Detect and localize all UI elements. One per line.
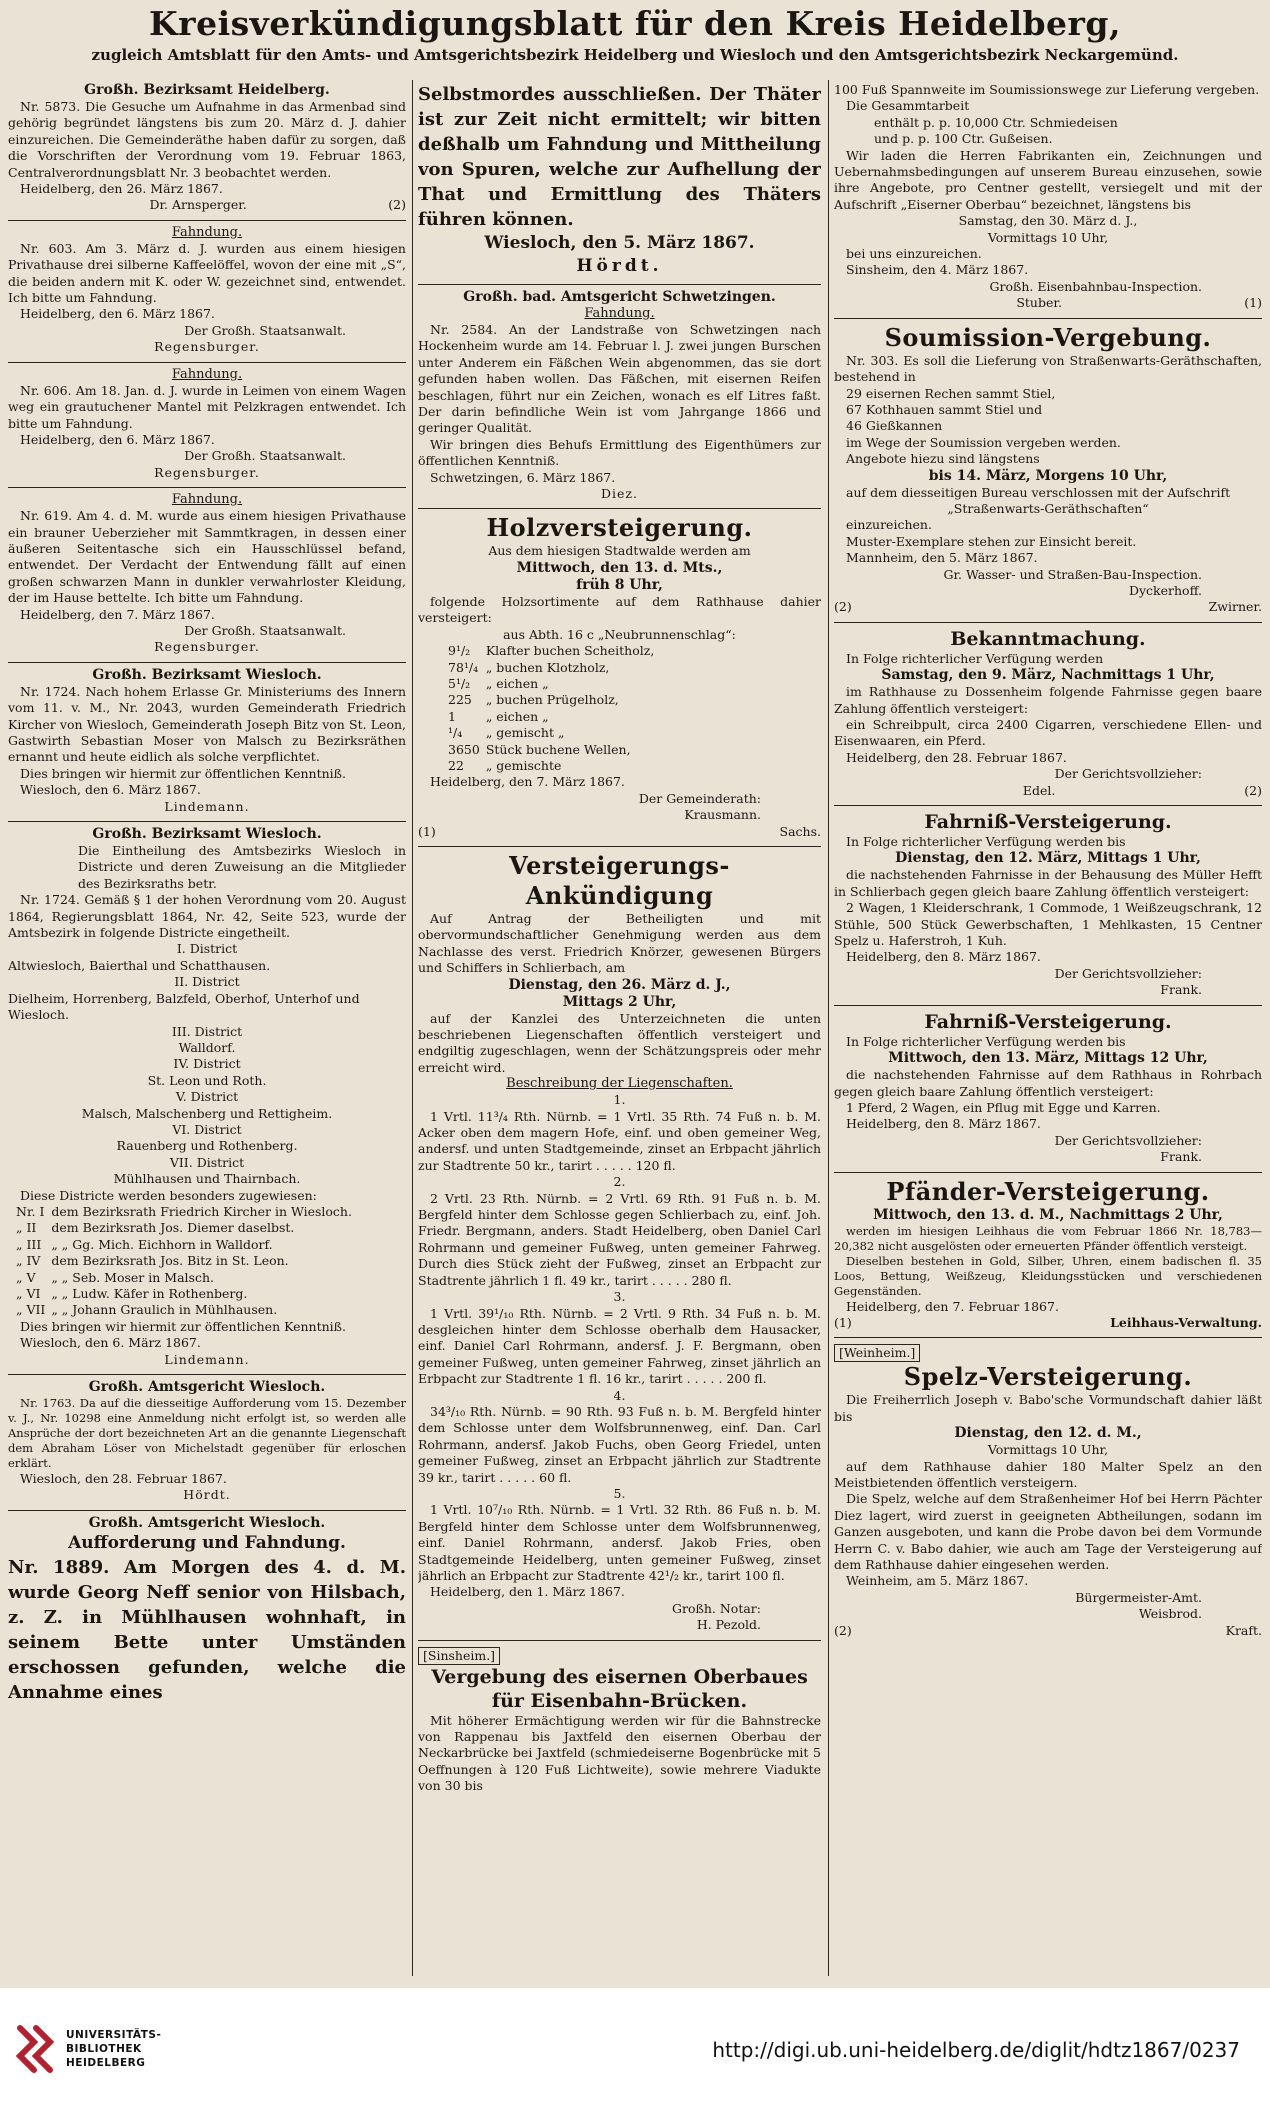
assign-nr: „ V [16,1269,36,1285]
lot-number: 5. [613,1485,626,1501]
notice-time: Vormittags 10 Uhr, [987,1442,1109,1458]
lot-number: 4. [613,1387,626,1403]
library-logo-text [66,2028,161,2070]
notice-subheading: Die Gesammtarbeit [846,98,970,114]
table-row [448,709,660,725]
notice-armenbad [8,78,406,221]
notice-signature-office: Der Gerichtsvollzieher: [1054,1132,1202,1148]
notice-body: Nr. 619. Am 4. d. M. wurde aus einem hiesigen Privathause ein brauner Ueberzieher mit Sammtkragen, in dessen einer äußeren Seitentasche sich ein Hausschlüssel befand, entwendet. Der Verdacht der Entwendung fällt auf einen großen schwarzen Mann in dunkler verwahrloster Kleidung, der im Hause bettelte. Ich bitte um Fahndung. [8,508,406,606]
library-logo-icon [14,2022,58,2078]
notice-place-date: Heidelberg, den 6. März 1867. [20,431,215,447]
assign-text: dem Bezirksrath Jos. Diemer daselbst. [51,1220,295,1236]
notice-place-date: Sinsheim, den 4. März 1867. [846,262,1029,278]
notice-body-closing: Wir bringen dies Behufs Ermittlung des Eigenthümers zur öffentlichen Kenntniß. [418,436,821,469]
lot-list [418,1092,821,1584]
district-label: VI. District [172,1121,242,1137]
table-row [448,742,660,758]
notice-number: (1) [834,1314,852,1330]
notice-oberbau-fortsetzung [834,78,1262,319]
district-label: VII. District [169,1154,245,1170]
assign-text: „ „ Ludw. Käfer in Rothenberg. [51,1286,248,1301]
notice-subheading: Fahndung. [584,306,655,321]
notice-date: bis 14. März, Morgens 10 Uhr, [928,467,1168,484]
notice-place-tag: [Weinheim.] [834,1344,920,1362]
column-divider [828,80,829,1976]
notice-place-date: Heidelberg, den 26. März 1867. [20,181,223,197]
digitization-footer [0,1988,1270,2112]
assign-nr: „ III [16,1236,42,1252]
lot-text: 1 Vrtl. 11³/₄ Rth. Nürnb. = 1 Vrtl. 35 Rth. 74 Fuß n. b. M. Acker oben dem magern Hofe, einf. und oben gemeiner Weg, andersf. und unten Stadtgemeinde, zinset an Erbpacht jährlich zur Stadtrente 50 kr., tarirt . . . . . 120 fl. [418,1108,821,1173]
holz-text: „ buchen Prügelholz, [485,692,619,708]
notice-place-date: Heidelberg, den 7. Februar 1867. [846,1298,1059,1314]
table-row [16,1270,358,1286]
notice-signature-office: Der Gerichtsvollzieher: [1054,965,1202,981]
table-row [448,676,660,692]
notice-signature-office: Bürgermeister-Amt. [1075,1589,1202,1605]
notice-fahrniss-schlierbach [834,806,1262,1006]
notice-place-date: Schwetzingen, 6. März 1867. [430,469,616,485]
assign-nr: „ VI [16,1286,41,1301]
notice-body-3: 2 Wagen, 1 Kleiderschrank, 1 Commode, 1 Weißzeugschrank, 12 Stühle, 500 Stück Gewerbschaften, 1 Mehlkasten, 15 Centner Spelz u. Haferstroh, 1 Kuh. [834,900,1262,949]
district-places: Malsch, Malschenberg und Rettigheim. [81,1105,333,1121]
notice-place-date: Heidelberg, den 1. März 1867. [430,1584,625,1600]
table-row [448,758,660,774]
notice-number: (2) [834,1622,852,1638]
notice-title: Vergebung des eisernen Oberbaues für Eisenbahn-Brücken. [431,1665,808,1712]
holz-text: „ gemischt „ [485,725,565,741]
holz-table [448,643,660,774]
notice-time: Mittags 2 Uhr, [562,993,677,1010]
notice-signature-office: Der Gemeinderath: [638,790,761,806]
notice-signature: H. Pezold. [696,1617,761,1633]
assign-text: „ „ Seb. Moser in Malsch. [51,1269,214,1285]
notice-body-2: auf der Kanzlei des Unterzeichneten die unten beschriebenen Liegenschaften öffentlich versteigert und endgiltig zugeschlagen, wenn der Schätzungspreis oder mehr erreicht wird. [418,1010,821,1075]
holz-text: „ eichen „ [485,708,549,724]
notice-heading: Großh. Amtsgericht Wiesloch. [88,1379,326,1396]
district-places: Rauenberg und Rothenberg. [116,1138,298,1154]
notice-heading: Großh. Bezirksamt Heidelberg. [84,82,330,98]
lot-text: 34³/₁₀ Rth. Nürnb. = 90 Rth. 93 Fuß n. b. M. Bergfeld hinter dem Schlosse unter dem Wolfsbrunnenweg, einf. Dan. Carl Rohrmann, andersf. Jakob Fuchs, oben Georg Friedel, unten gemeiner Fußweg, zinset an Erbpacht jährlich zur Stadtrente 39 kr., tarirt . . . . . 60 fl. [418,1403,821,1485]
notice-body: In Folge richterlicher Verfügung werden bis [846,1033,1126,1049]
logo-line: BIBLIOTHEK [66,2043,142,2055]
notice-place-date: Heidelberg, den 6. März 1867. [20,306,215,322]
district-label: II. District [174,974,240,990]
notice-body-6: Muster-Exemplare stehen zur Einsicht bereit. [846,533,1137,549]
notice-body: Nr. 606. Am 18. Jan. d. J. wurde in Leimen von einem Wagen weg ein grautuchener Mantel mit Pelzkragen entwendet. Ich bitte um Fahndung. [8,382,406,431]
notice-title: Bekanntmachung. [950,627,1146,650]
list-item: 46 Gießkannen [846,418,943,434]
notice-heading: Fahndung. [171,366,243,382]
notice-title: Soumission-Vergebung. [884,322,1212,352]
notice-signature: Dyckerhoff. [1128,582,1202,598]
column-2 [418,78,821,1978]
notice-body-2: Dieselben bestehen in Gold, Silber, Uhren, einem badischen fl. 35 Loos, Bettung, Weißzeug, Kleidungsstücken und verschiedenen Gegenständen. [834,1253,1262,1298]
notice-title: Versteigerungs-Ankündigung [509,850,730,910]
notice-place-date: Weinheim, am 5. März 1867. [846,1573,1029,1589]
notice-signature: Lindemann. [164,1351,250,1367]
district-places: Dielheim, Horrenberg, Balzfeld, Oberhof, Unterhof und Wiesloch. [8,990,360,1023]
notice-body: Nr. 1763. Da auf die diesseitige Aufforderung vom 15. Dezember v. J., Nr. 10298 eine Anmeldung nicht erfolgt ist, so werden alle Ansprüche der dort bezeichneten Art an die genannte Liegenschaft dem Abraham Löser von Michelstadt gegenüber für erloschen erklärt. [8,1396,406,1471]
assign-nr: Nr. I [16,1203,45,1219]
notice-quote: „Straßenwarts-Geräthschaften“ [947,500,1149,516]
table-row [16,1237,358,1253]
notice-body: Mit höherer Ermächtigung werden wir für die Bahnstrecke von Rappenau bis Jaxtfeld den eisernen Oberbau der Neckarbrücke bei Jaxtfeld (schmiedeiserne Bogenbrücke mit 5 Oeffnungen à 120 Fuß Lichtweite), sowie mehrere Viadukte von 30 bis [418,1712,821,1794]
district-places: Mühlhausen und Thairnbach. [113,1171,301,1187]
notice-line: enthält p. p. 10,000 Ctr. Schmiedeisen [874,114,1118,130]
notice-signature-office: Gr. Wasser- und Straßen-Bau-Inspection. [943,566,1202,582]
assign-text: dem Bezirksrath Friedrich Kircher in Wiesloch. [51,1203,352,1219]
soumission-items [834,386,1262,435]
notice-date: Mittwoch, den 13. März, Mittags 12 Uhr, [888,1050,1208,1067]
assign-nr: „ II [16,1220,37,1236]
notice-place-date: Wiesloch, den 6. März 1867. [20,782,201,798]
notice-weinfaesschen [418,285,821,509]
notice-bekanntmachung [834,623,1262,806]
holz-text: „ buchen Klotzholz, [485,659,610,675]
notice-body-5: einzureichen. [846,517,932,533]
notice-time: früh 8 Uhr, [576,576,663,593]
notice-number: (1) [418,823,436,839]
district-label: IV. District [173,1056,241,1072]
notice-signature: Regensburger. [154,339,260,355]
column-1 [8,78,406,1978]
logo-line: HEIDELBERG [66,2057,146,2069]
notice-place-date: Heidelberg, den 7. März 1867. [430,774,625,790]
notice-signature: Sachs. [779,823,821,839]
notice-place-date: Wiesloch, den 6. März 1867. [20,1335,201,1351]
lot-text: 2 Vrtl. 23 Rth. Nürnb. = 2 Vrtl. 69 Rth. 91 Fuß n. b. M. Bergfeld hinter dem Schlosse gegen Schlierbach zu, einf. Joh. Friedr. Bergmann, anders. Stadt Heidelberg, oben Daniel Carl Rohrmann und gemeiner Fußweg, unten gemeiner Fahrweg. Durch dies Stück zieht der Fußweg, zinset an Erbpacht zur Stadtrente jährlich 1 fl. 49 kr., tarirt . . . . . 280 fl. [418,1190,821,1288]
notice-title: Aufforderung und Fahndung. [68,1532,346,1553]
notice-line: und p. p. 100 Ctr. Gußeisen. [874,131,1053,147]
notice-body-4: auf dem diesseitigen Bureau verschlossen mit der Aufschrift [846,484,1231,500]
notice-signature: Kraft. [1225,1622,1262,1638]
notice-time: Vormittags 10 Uhr, [987,229,1109,245]
notice-heading: Großh. bad. Amtsgericht Schwetzingen. [463,289,776,305]
table-row [448,660,660,676]
notice-fahndung-mantel [8,363,406,488]
notice-signature: Edel. [1022,782,1056,798]
notice-heading: Großh. Bezirksamt Wiesloch. [92,826,322,843]
holz-text: Stück buchene Wellen, [485,741,631,757]
notice-date: Dienstag, den 26. März d. J., [508,976,731,993]
notice-heading: Fahndung. [171,492,243,508]
notice-body: Nr. 2584. An der Landstraße von Schwetzingen nach Hockenheim wurde am 14. Februar l. J. zwei jungen Burschen unter Anderem ein Fäßchen Wein abgenommen, das sie dort gefunden haben wollen. Das Fäßchen, mit eisernen Reifen beschlagen, führt nur ein Zeichen, wonach es elf Litres faßt. Der darin befindliche Wein ist vom Jahrgange 1866 und geringer Qualität. [418,322,821,436]
notice-body-2: Wir laden die Herren Fabrikanten ein, Zeichnungen und Uebernahmsbedingungen auf unserem Bureau einzusehen, sowie ihre Angebote, pro Centner gestellt, versiegelt und mit der Aufschrift „Eiserner Oberbau“ bezeichnet, längstens bis [834,147,1262,212]
notice-heading: Großh. Amtsgericht Wiesloch. [88,1514,326,1531]
notice-number: (2) [834,599,852,615]
lot-number: 2. [613,1174,626,1190]
notice-soumission [834,319,1262,623]
column-3 [834,78,1262,1978]
table-row [16,1253,358,1269]
holz-qty: 22 [448,757,464,773]
notice-signature: Krausmann. [684,807,761,823]
notice-date: Dienstag, den 12. d. M., [954,1425,1142,1442]
holz-qty: 78¹/₄ [448,659,479,675]
assign-text: dem Bezirksrath Jos. Bitz in St. Leon. [51,1253,289,1269]
holz-qty: 1 [448,708,456,724]
notice-versteigerungs-ankuendigung [418,847,821,1641]
notice-date: Samstag, den 30. März d. J., [958,213,1138,229]
notice-number: (2) [1244,782,1262,798]
lot-text: 1 Vrtl. 39¹/₁₀ Rth. Nürnb. = 2 Vrtl. 9 Rth. 34 Fuß n. b. M. desgleichen hinter dem Schlosse oberhalb dem Hausacker, einf. Daniel Carl Rohrmann, andersf. J. F. Bergmann, oben gemeiner Fußweg, unten gemeiner Fahrweg, zinset jährlich an Erbpacht zur Stadtrente 1 fl. 16 kr., tarirt . . . . . 200 fl. [418,1305,821,1387]
district-list [8,941,406,1187]
notice-number: (1) [1244,295,1262,311]
notice-signature: Hördt. [183,1487,231,1503]
notice-mord-fahndung [8,1511,406,1711]
notice-body-3: Die Spelz, welche auf dem Straßenheimer Hof bei Herrn Pächter Diez lagert, wird zuerst in geeigneten Abtheilungen, sodann im Ganzen ausgeboten, und kann die Probe davon bei dem Vormunde Herrn C. v. Babo dahier, wie auch am Tage der Versteigerung auf dem Rathhause dahier eingesehen werden. [834,1491,1262,1572]
lot-text: 1 Vrtl. 10⁷/₁₀ Rth. Nürnb. = 1 Vrtl. 32 Rth. 86 Fuß n. b. M. Bergfeld hinter dem Schlosse unter dem Wolfsbrunnenweg, einf. Daniel Rohrmann, andersf. Jakob Fries, oben Stadtgemeinde Heidelberg, unten gemeiner Fußweg, zinset jährlich an Erbpacht zur Stadtrente 42¹/₂ kr., tarirt 100 fl. [418,1502,821,1583]
list-item: 67 Kothhauen sammt Stiel und [846,401,1043,417]
masthead-subtitle: zugleich Amtsblatt für den Amts- und Amtsgerichtsbezirk Heidelberg und Wiesloch und den Amtsgerichtsbezirk Neckargemünd. [91,46,1179,64]
notice-body-closing: Dies bringen wir hiermit zur öffentlichen Kenntniß. [20,1318,346,1334]
notice-signature: Frank. [1160,982,1202,998]
notice-date: Mittwoch, den 13. d. M., Nachmittags 2 Uhr, [873,1206,1223,1223]
notice-fahrniss-rohrbach [834,1006,1262,1173]
assign-text: „ „ Gg. Mich. Eichhorn in Walldorf. [51,1236,273,1252]
notice-mord-fortsetzung [418,78,821,285]
notice-intro: Aus dem hiesigen Stadtwalde werden am [488,543,751,559]
notice-signature: Dr. Arnsperger. [149,197,247,213]
holz-text: „ gemischte [485,757,562,773]
notice-place-date: Wiesloch, den 5. März 1867. [484,233,755,253]
notice-signature-office: Großh. Notar: [672,1600,761,1616]
notice-signature-office: Der Großh. Staatsanwalt. [184,448,346,464]
notice-title: Fahrniß-Versteigerung. [924,1010,1172,1033]
notice-body-3: Angebote hiezu sind längstens [846,451,1040,467]
notice-body: Auf Antrag der Betheiligten und mit obervormundschaftlicher Genehmigung werden aus dem Nachlasse des verst. Friedrich Knörzer, gewesenen Bürgers und Schiffers in Schlierbach, am [418,910,821,976]
notice-body: In Folge richterlicher Verfügung werden [846,650,1104,666]
notice-signature-office: Großh. Eisenbahnbau-Inspection. [989,278,1202,294]
notice-signature: Regensburger. [154,639,260,655]
notice-body: Nr. 303. Es soll die Lieferung von Straßenwarts-Geräthschaften, bestehend in [834,352,1262,385]
notice-fahndung-loeffel [8,221,406,363]
notice-body-closing: Dies bringen wir hiermit zur öffentlichen Kenntniß. [20,765,346,781]
notice-place-date: Heidelberg, den 7. März 1867. [20,606,215,622]
notice-title: Fahrniß-Versteigerung. [924,811,1172,834]
notice-signature-office: Der Großh. Staatsanwalt. [184,622,346,638]
assign-nr: „ VII [16,1302,46,1318]
notice-body-2: im Wege der Soumission vergeben werden. [846,434,1121,450]
district-label: III. District [171,1023,243,1039]
holz-text: Klafter buchen Scheitholz, [485,643,655,659]
notice-oberbau [418,1641,821,1801]
logo-line: UNIVERSITÄTS- [66,2029,162,2041]
notice-body: werden im hiesigen Leihhaus die vom Februar 1866 Nr. 18,783—20,382 nicht ausgelösten oder erneuerten Pfänder öffentlich versteigt. [834,1223,1262,1253]
notice-body: In Folge richterlicher Verfügung werden bis [846,834,1126,850]
notice-body-3: ein Schreibpult, circa 2400 Cigarren, verschiedene Ellen- und Eisenwaaren, ein Pferd. [834,717,1262,749]
table-row [16,1286,358,1302]
notice-signature: Stuber. [1016,295,1062,311]
holz-text: „ eichen „ [485,675,549,691]
notice-body: 100 Fuß Spannweite im Soumissionswege zur Lieferung vergeben. [834,82,1260,97]
notice-body-2: im Rathhause zu Dossenheim folgende Fahrnisse gegen baare Zahlung öffentlich versteigert: [834,684,1262,716]
table-row [16,1302,358,1318]
notice-signature: Zwirner. [1208,599,1262,615]
notice-date: Mittwoch, den 13. d. Mts., [516,559,723,576]
table-row [16,1204,358,1220]
masthead-title: Kreisverkündigungsblatt für den Kreis Heidelberg, [149,4,1121,43]
lot-number: 3. [613,1289,626,1305]
notice-signature: Regensburger. [154,464,260,480]
notice-body: Nr. 1724. Gemäß § 1 der hohen Verordnung vom 20. August 1864, Regierungsblatt 1864, Nr. 42, Seite 523, wurde der Amtsbezirk in folgende Districte eingetheilt. [8,892,406,941]
notice-fahndung-ueberzieher [8,488,406,663]
notice-title: Pfänder-Versteigerung. [886,1176,1210,1206]
lot-number: 1. [613,1092,626,1108]
notice-place-date: Heidelberg, den 28. Februar 1867. [846,749,1067,765]
notice-date: Samstag, den 9. März, Nachmittags 1 Uhr, [881,667,1215,684]
holz-qty: 5¹/₂ [448,675,471,691]
notice-date: Dienstag, den 12. März, Mittags 1 Uhr, [895,850,1201,867]
notice-signature: Weisbrod. [1138,1606,1202,1622]
notice-title: Spelz-Versteigerung. [903,1362,1193,1392]
table-row [448,643,660,659]
notice-heading: Großh. Bezirksamt Wiesloch. [92,666,322,683]
notice-signature: Hördt. [576,256,663,276]
notice-signature: Frank. [1160,1149,1202,1165]
notice-signature: Lindemann. [164,798,250,814]
district-places: St. Leon und Roth. [147,1072,267,1088]
notice-holzversteigerung [418,509,821,847]
notice-place-tag: [Sinsheim.] [418,1647,500,1665]
district-places: Walldorf. [178,1039,236,1055]
column-divider [412,80,413,1976]
notice-body: Nr. 1724. Nach hohem Erlasse Gr. Ministeriums des Innern vom 11. v. M., Nr. 2043, wurden Gemeinderath Friedrich Kircher von Wiesloch, Gemeinderath Joseph Bitz von St. Leon, Gastwirth Sebastian Moser von Malsch zu Bezirksräthen ernannt und heute eidlich als solche verpflichtet. [8,683,406,765]
notice-title: Holzversteigerung. [486,513,753,543]
notice-body: Nr. 1889. Am Morgen des 4. d. M. wurde Georg Neff senior von Hilsbach, z. Z. in Mühlhausen wohnhaft, in seinem Bette unter Umständen erschossen gefunden, welche die Annahme eines [8,1556,406,1703]
notice-signature: Leihhaus-Verwaltung. [1110,1314,1262,1330]
notice-heading: Fahndung. [171,224,243,240]
notice-number: (2) [388,197,406,213]
permalink-url[interactable]: http://digi.ub.uni-heidelberg.de/diglit/hdtz1867/0237 [712,2038,1240,2062]
notice-liegenschaft [8,1375,406,1511]
table-row [16,1220,358,1236]
holz-qty: ¹/₄ [448,725,463,741]
holz-qty: 225 [448,692,472,708]
holz-qty: 9¹/₂ [448,643,471,659]
notice-place-date: Heidelberg, den 8. März 1867. [846,949,1041,965]
table-row [448,725,660,741]
table-row [448,692,660,708]
holz-qty: 3650 [448,741,480,757]
assign-nr: „ IV [16,1253,41,1269]
notice-body: Selbstmordes ausschließen. Der Thäter ist zur Zeit nicht ermittelt; wir bitten deßhalb um Fahndung und Mittheilung von Spuren, welche zur Aufhellung der That und Ermittlung des Thäters führen können. [418,84,821,230]
notice-place-date: Heidelberg, den 8. März 1867. [846,1116,1041,1132]
notice-body: Die Freiherrlich Joseph v. Babo'sche Vormundschaft dahier läßt bis [834,1392,1262,1424]
notice-body-2: die nachstehenden Fahrnisse in der Behausung des Müller Hefft in Schlierbach gegen gleich baare Zahlung öffentlich versteigert: [834,867,1262,899]
notice-signature: Diez. [601,486,638,502]
district-places: Altwiesloch, Baierthal und Schatthausen. [8,957,271,973]
notice-body-2: auf dem Rathhause dahier 180 Malter Spelz an den Meistbietenden öffentlich versteigern. [834,1458,1262,1490]
notice-body: folgende Holzsortimente auf dem Rathhause dahier versteigert: [418,593,821,626]
notice-bezirksraete [8,663,406,822]
district-label: I. District [176,941,238,957]
notice-place-date: Wiesloch, den 28. Februar 1867. [20,1471,227,1487]
notice-spelz [834,1338,1262,1645]
notice-subheading: aus Abth. 16 c „Neubrunnenschlag“: [503,626,736,642]
notice-body: Nr. 5873. Die Gesuche um Aufnahme in das Armenbad sind gehörig begründet längstens bis zum 20. März d. J. dahier einzureichen. Die Gemeinderäthe haben dafür zu sorgen, daß die Vorschriften der Verordnung vom 19. Februar 1863, Centralverordnungsblatt Nr. 3 beobachtet werden. [8,99,406,180]
notice-place-date: Mannheim, den 5. März 1867. [846,550,1038,566]
notice-intro: Die Eintheilung des Amtsbezirks Wiesloch in Districte und deren Zuweisung an die Mitglieder des Bezirksraths betr. [78,843,406,891]
assign-text: „ „ Johann Graulich in Mühlhausen. [51,1302,278,1318]
notice-pfaender [834,1173,1262,1339]
notice-signature-office: Der Gerichtsvollzieher: [1054,766,1202,782]
assign-intro: Diese Districte werden besonders zugewiesen: [20,1187,317,1203]
notice-signature-office: Der Großh. Staatsanwalt. [184,322,346,338]
notice-body-3: 1 Pferd, 2 Wagen, ein Pflug mit Egge und Karren. [846,1099,1161,1115]
notice-body-2: die nachstehenden Fahrnisse auf dem Rathhaus in Rohrbach gegen gleich baare Zahlung öffentlich versteigert: [834,1067,1262,1099]
notice-body-3: bei uns einzureichen. [846,246,982,262]
district-label: V. District [175,1089,239,1105]
list-item: 29 eisernen Rechen sammt Stiel, [846,385,1056,401]
notice-subheading: Beschreibung der Liegenschaften. [506,1076,733,1092]
notice-districte [8,822,406,1375]
notice-body: Nr. 603. Am 3. März d. J. wurden aus einem hiesigen Privathause drei silberne Kaffeelöffel, wovon der eine mit „S“, die beiden andern mit K. oder W. gezeichnet sind, entwendet. Ich bitte um Fahndung. [8,240,406,306]
assign-table [16,1204,358,1319]
